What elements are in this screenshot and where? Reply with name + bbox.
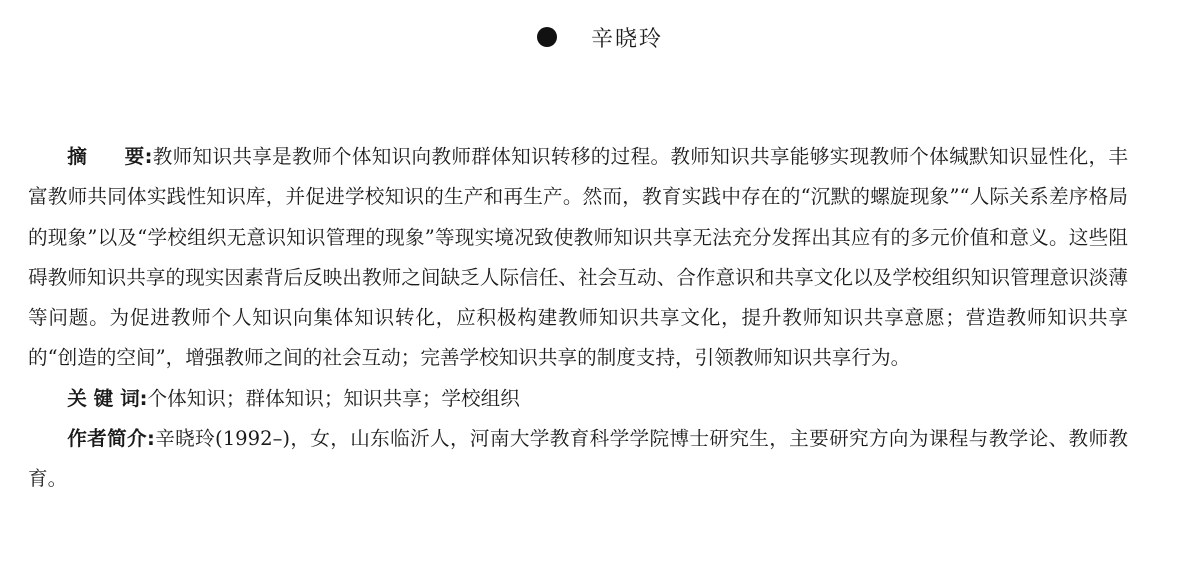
keywords-label: 关 键 词: <box>67 386 148 410</box>
abstract-block <box>28 137 1128 500</box>
abstract-label: 摘 要: <box>67 145 153 168</box>
bullet-icon <box>537 27 557 47</box>
author-bio-text: 辛晓玲(1992–)，女，山东临沂人，河南大学教育科学学院博士研究生，主要研究方向为课程与教学论、教师教育。 <box>28 427 1128 491</box>
abstract-text: 教师知识共享是教师个体知识向教师群体知识转移的过程。教师知识共享能够实现教师个体缄默知识显性化，丰富教师共同体实践性知识库，并促进学校知识的生产和再生产。然而，教育实践中存在的“沉默的螺旋现象”“人际关系差序格局的现象”以及“学校组织无意识知识管理的现象”等现实境况致使教师知识共享无法充分发挥出其应有的多元价值和意义。这些阻碍教师知识共享的现实因素背后反映出教师之间缺乏人际信任、社会互动、合作意识和共享文化以及学校组织知识管理意识淡薄等问题。为促进教师个人知识向集体知识转化，应积极构建教师知识共享文化，提升教师知识共享意愿；营造教师知识共享的“创造的空间”，增强教师之间的社会互动；完善学校知识共享的制度支持，引领教师知识共享行为。 <box>28 145 1129 370</box>
abstract-paragraph <box>28 137 1128 379</box>
author-bio-label: 作者简介: <box>67 427 155 451</box>
keywords-paragraph <box>28 379 1128 419</box>
author-line <box>0 22 1200 58</box>
author-name: 辛晓玲 <box>590 27 663 52</box>
keywords-text: 个体知识；群体知识；知识共享；学校组织 <box>147 386 520 410</box>
author-bio-paragraph <box>28 419 1128 500</box>
